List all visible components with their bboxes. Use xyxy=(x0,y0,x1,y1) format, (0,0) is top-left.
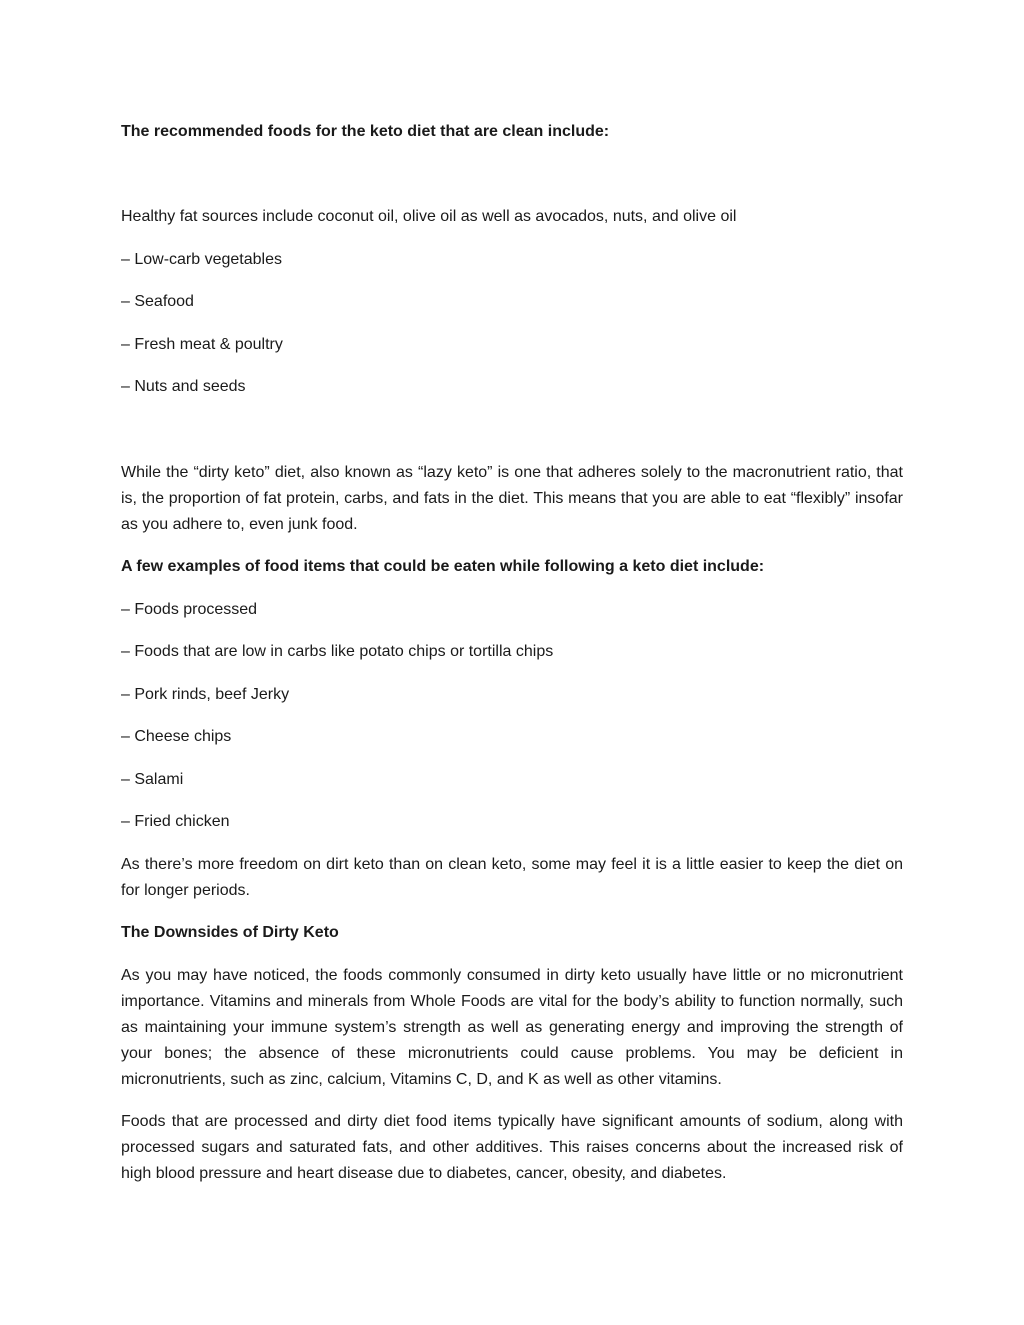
downsides-paragraph: As you may have noticed, the foods commonly consumed in dirty keto usually have little or no micronutrient importance. Vitamins and minerals from Whole Foods are vital for the body’s ability to function normally, such as maintaining your immune system’s strength as well as generating energy and improving the strength of your bones; the absence of these micronutrients could cause problems. You may be deficient in micronutrients, such as zinc, calcium, Vitamins C, D, and K as well as other vitamins. xyxy=(121,967,903,1088)
list-item: – Salami xyxy=(121,771,184,788)
list-item: – Nuts and seeds xyxy=(121,378,246,395)
list-item: – Cheese chips xyxy=(121,728,232,745)
freedom-paragraph: As there’s more freedom on dirt keto than on clean keto, some may feel it is a little easier to keep the diet on for longer periods. xyxy=(121,856,903,899)
dirty-keto-intro-paragraph: While the “dirty keto” diet, also known as “lazy keto” is one that adheres solely to the macronutrient ratio, that is, the proportion of fat protein, carbs, and fats in the diet. This means that you are able to eat “flexibly” insofar as you adhere to, even junk food. xyxy=(121,464,903,533)
list-item: – Foods that are low in carbs like potato chips or tortilla chips xyxy=(121,643,554,660)
list-item: – Low-carb vegetables xyxy=(121,251,282,268)
list-item: – Fried chicken xyxy=(121,813,230,830)
list-item: – Seafood xyxy=(121,293,194,310)
heading-dirty-examples: A few examples of food items that could be eaten while following a keto diet include: xyxy=(121,558,765,575)
heading-clean-keto: The recommended foods for the keto diet that are clean include: xyxy=(121,123,610,140)
clean-intro-text: Healthy fat sources include coconut oil, olive oil as well as avocados, nuts, and olive oil xyxy=(121,208,737,225)
processed-foods-paragraph: Foods that are processed and dirty diet food items typically have significant amounts of sodium, along with processed sugars and saturated fats, and other additives. This raises concerns about the increased risk of high blood pressure and heart disease due to diabetes, cancer, obesity, and diabetes. xyxy=(121,1113,903,1182)
heading-downsides: The Downsides of Dirty Keto xyxy=(121,924,339,941)
list-item: – Fresh meat & poultry xyxy=(121,336,283,353)
list-item: – Foods processed xyxy=(121,601,258,618)
list-item: – Pork rinds, beef Jerky xyxy=(121,686,290,703)
